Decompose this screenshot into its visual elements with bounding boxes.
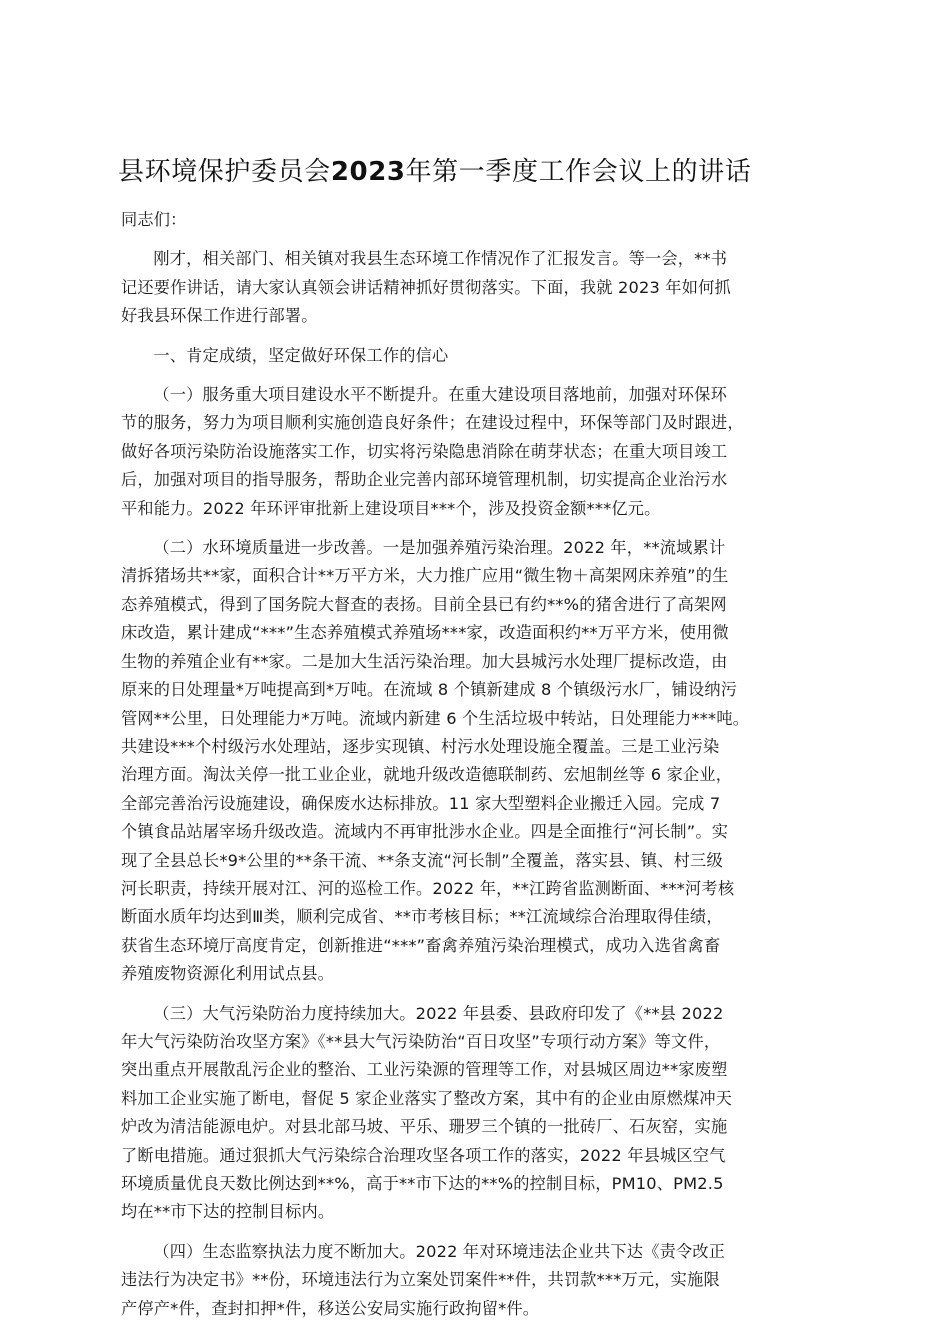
title-suffix: 年第一季度工作会议上的讲话 — [405, 157, 752, 187]
greeting: 同志们： — [121, 210, 187, 229]
section-heading-1: 一、肯定成绩，坚定做好环保工作的信心 — [153, 345, 449, 365]
paragraph-item-3: （三）大气污染防治力度持续加大。2022 年县委、县政府印发了《**县 2022 年大气污染防治攻坚方案》《**县大气污染防治“百日攻坚”专项行动方案》等文件， 突出重点开展散乱污企业的整治、工业污染源的管理等工作，对县城区周边**家废塑 料加工企业实施了断电，督促 5 家企业落实了整改方案，其中有的企业由原燃煤冲天 炉改为清洁能源电炉。对县北部马坡、平乐、珊罗三个镇的一批砖厂、石灰窑，实施 了断电措施。通过狠抓大气污染综合治理攻坚各项工作的落实，2022 年县城区空气 环境质量优良天数比例达到**%，高于**市下达的**%的控制目标，PM10、PM2.5 均在**市下达的控制目标内。 — [121, 1003, 733, 1222]
document-body — [121, 206, 856, 1334]
document-title — [118, 152, 838, 192]
paragraph-item-2: （二）水环境质量进一步改善。一是加强养殖污染治理。2022 年，**流域累计 清拆猪场共**家，面积合计**万平方米，大力推广应用“微生物＋高架网床养殖”的生 态养殖模式，得到了国务院大督查的表扬。目前全县已有约**%的猪舍进行了高架网 床改造，累计建成“***”生态养殖模式养殖场***家，改造面积约**万平方米，使用微 生物的养殖企业有**家。二是加大生活污染治理。加大县城污水处理厂提标改造，由 原来的日处理量*万吨提高到*万吨。在流域 8 个镇新建成 8 个镇级污水厂，铺设纳污 管网**公里，日处理能力*万吨。流域内新建 6 个生活垃圾中转站，日处理能力***吨。 共建设***个村级污水处理站，逐步实现镇、村污水处理设施全覆盖。三是工业污染 治理方面。淘汰关停一批工业企业，就地升级改造德联制药、宏旭制丝等 6 家企业， 全部完善治污设施建设，确保废水达标排放。11 家大型塑料企业搬迁入园。完成 7 个镇食品站屠宰场升级改造。流域内不再审批涉水企业。四是全面推行“河长制”。实 现了全县总长*9*公里的**条干流、**条支流“河长制”全覆盖，落实县、镇、村三级 河长职责，持续开展对江、河的巡检工作。2022 年，**江跨省监测断面、***河考核 断面水质年均达到Ⅲ类，顺利完成省、**市考核目标；**江流域综合治理取得佳绩， 获省生态环境厅高度肯定，创新推进“***”畜禽养殖污染治理模式，成功入选省禽畜 养殖废物资源化利用试点县。 — [121, 538, 750, 984]
title-prefix: 县环境保护委员会 — [118, 157, 331, 187]
paragraph-item-4: （四）生态监察执法力度不断加大。2022 年对环境违法企业共下达《责令改正 违法行为决定书》**份，环境违法行为立案处罚案件**件，共罚款***万元，实施限 产停产*件，查封扣押*件，移送公安局实施行政拘留*件。 — [121, 1241, 726, 1318]
title-year: 2023 — [330, 157, 406, 187]
paragraph-item-1: （一）服务重大项目建设水平不断提升。在重大建设项目落地前，加强对环保环 节的服务，努力为项目顺利实施创造良好条件；在建设过程中，环保等部门及时跟进， 做好各项污染防治设施落实工作，切实将污染隐患消除在萌芽状态；在重大项目竣工 后，加强对项目的指导服务，帮助企业完善内部环境管理机制，切实提高企业治污水 平和能力。2022 年环评审批新上建设项目***个，涉及投资金额***亿元。 — [121, 385, 744, 518]
paragraph-opening: 刚才，相关部门、相关镇对我县生态环境工作情况作了汇报发言。等一会，**书 记还要作讲话，请大家认真领会讲话精神抓好贯彻落实。下面，我就 2023 年如何抓 好我县环保工作进行部署。 — [121, 249, 731, 326]
